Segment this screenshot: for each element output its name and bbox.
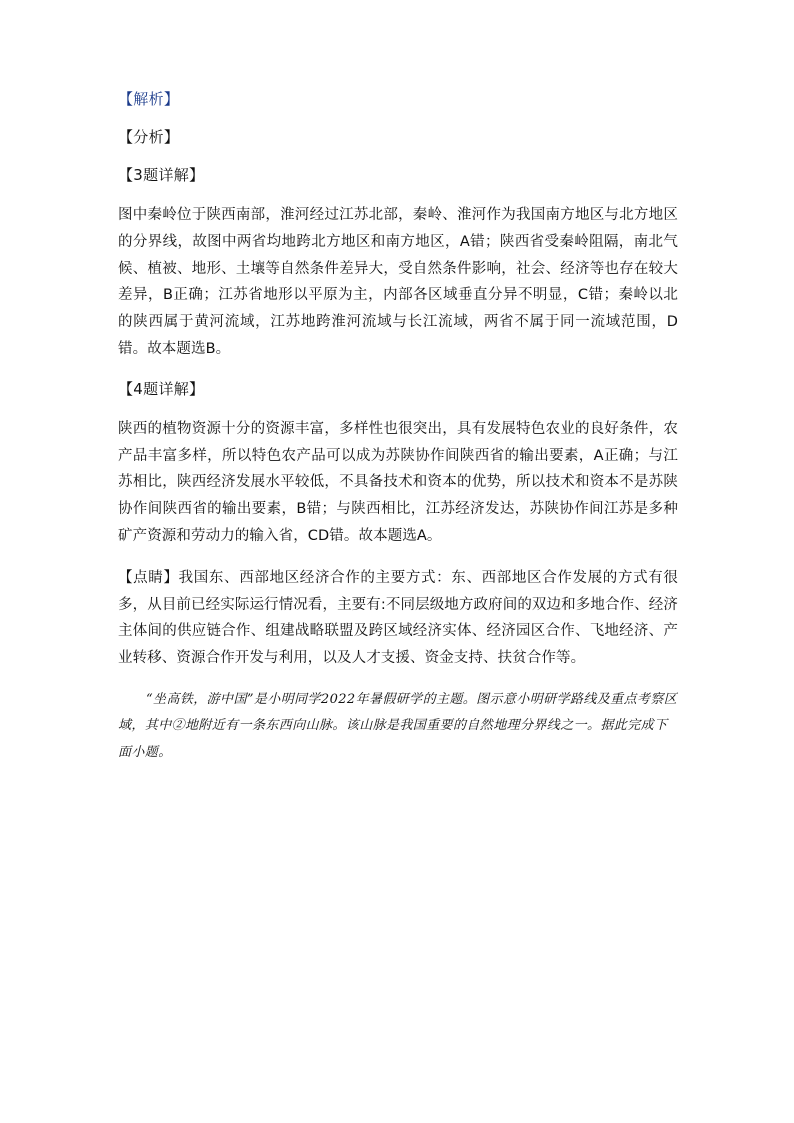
question-3-heading: 【3题详解】 <box>118 166 205 184</box>
next-question-stem: “坐高铁，游中国”是小明同学2022年暑假研学的主题。图示意小明研学路线及重点考察区域，其中②地附近有一条东西向山脉。该山脉是我国重要的自然地理分界线之一。据此完成下面小题。 <box>118 691 678 760</box>
document-page <box>118 88 678 766</box>
key-point-paragraph <box>118 565 678 672</box>
analysis-heading: 【解析】 <box>118 90 180 108</box>
question-4-explanation: 陕西的植物资源十分的资源丰富，多样性也很突出，具有发展特色农业的良好条件，农产品丰富多样，所以特色农产品可以成为苏陕协作间陕西省的输出要素，A正确；与江苏相比，陕西经济发展水平较低，不具备技术和资本的优势，所以技术和资本不是苏陕协作间陕西省的输出要素，B错；与陕西相比，江苏经济发达，苏陕协作间江苏是多种矿产资源和劳动力的输入省，CD错。故本题选A。 <box>118 420 678 544</box>
key-point-body: 我国东、西部地区经济合作的主要方式：东、西部地区合作发展的方式有很多，从目前已经实际运行情况看，主要有:不同层级地方政府间的双边和多地合作、经济主体间的供应链合作、组建战略联盟及跨区域经济实体、经济园区合作、飞地经济、产业转移、资源合作开发与利用，以及人才支援、资金支持、扶贫合作等。 <box>118 569 679 667</box>
question-3-explanation: 图中秦岭位于陕西南部，淮河经过江苏北部，秦岭、淮河作为我国南方地区与北方地区的分界线，故图中两省均地跨北方地区和南方地区，A错；陕西省受秦岭阻隔，南北气候、植被、地形、土壤等自然条件差异大，受自然条件影响，社会、经济等也存在较大差异，B正确；江苏省地形以平原为主，内部各区域垂直分异不明显，C错；秦岭以北的陕西属于黄河流域，江苏地跨淮河流域与长江流域，两省不属于同一流域范围，D错。故本题选B。 <box>118 207 678 357</box>
key-point-tag: 【点睛】 <box>118 569 179 586</box>
question-4-heading: 【4题详解】 <box>118 379 205 398</box>
fenxi-heading: 【分析】 <box>118 128 180 146</box>
